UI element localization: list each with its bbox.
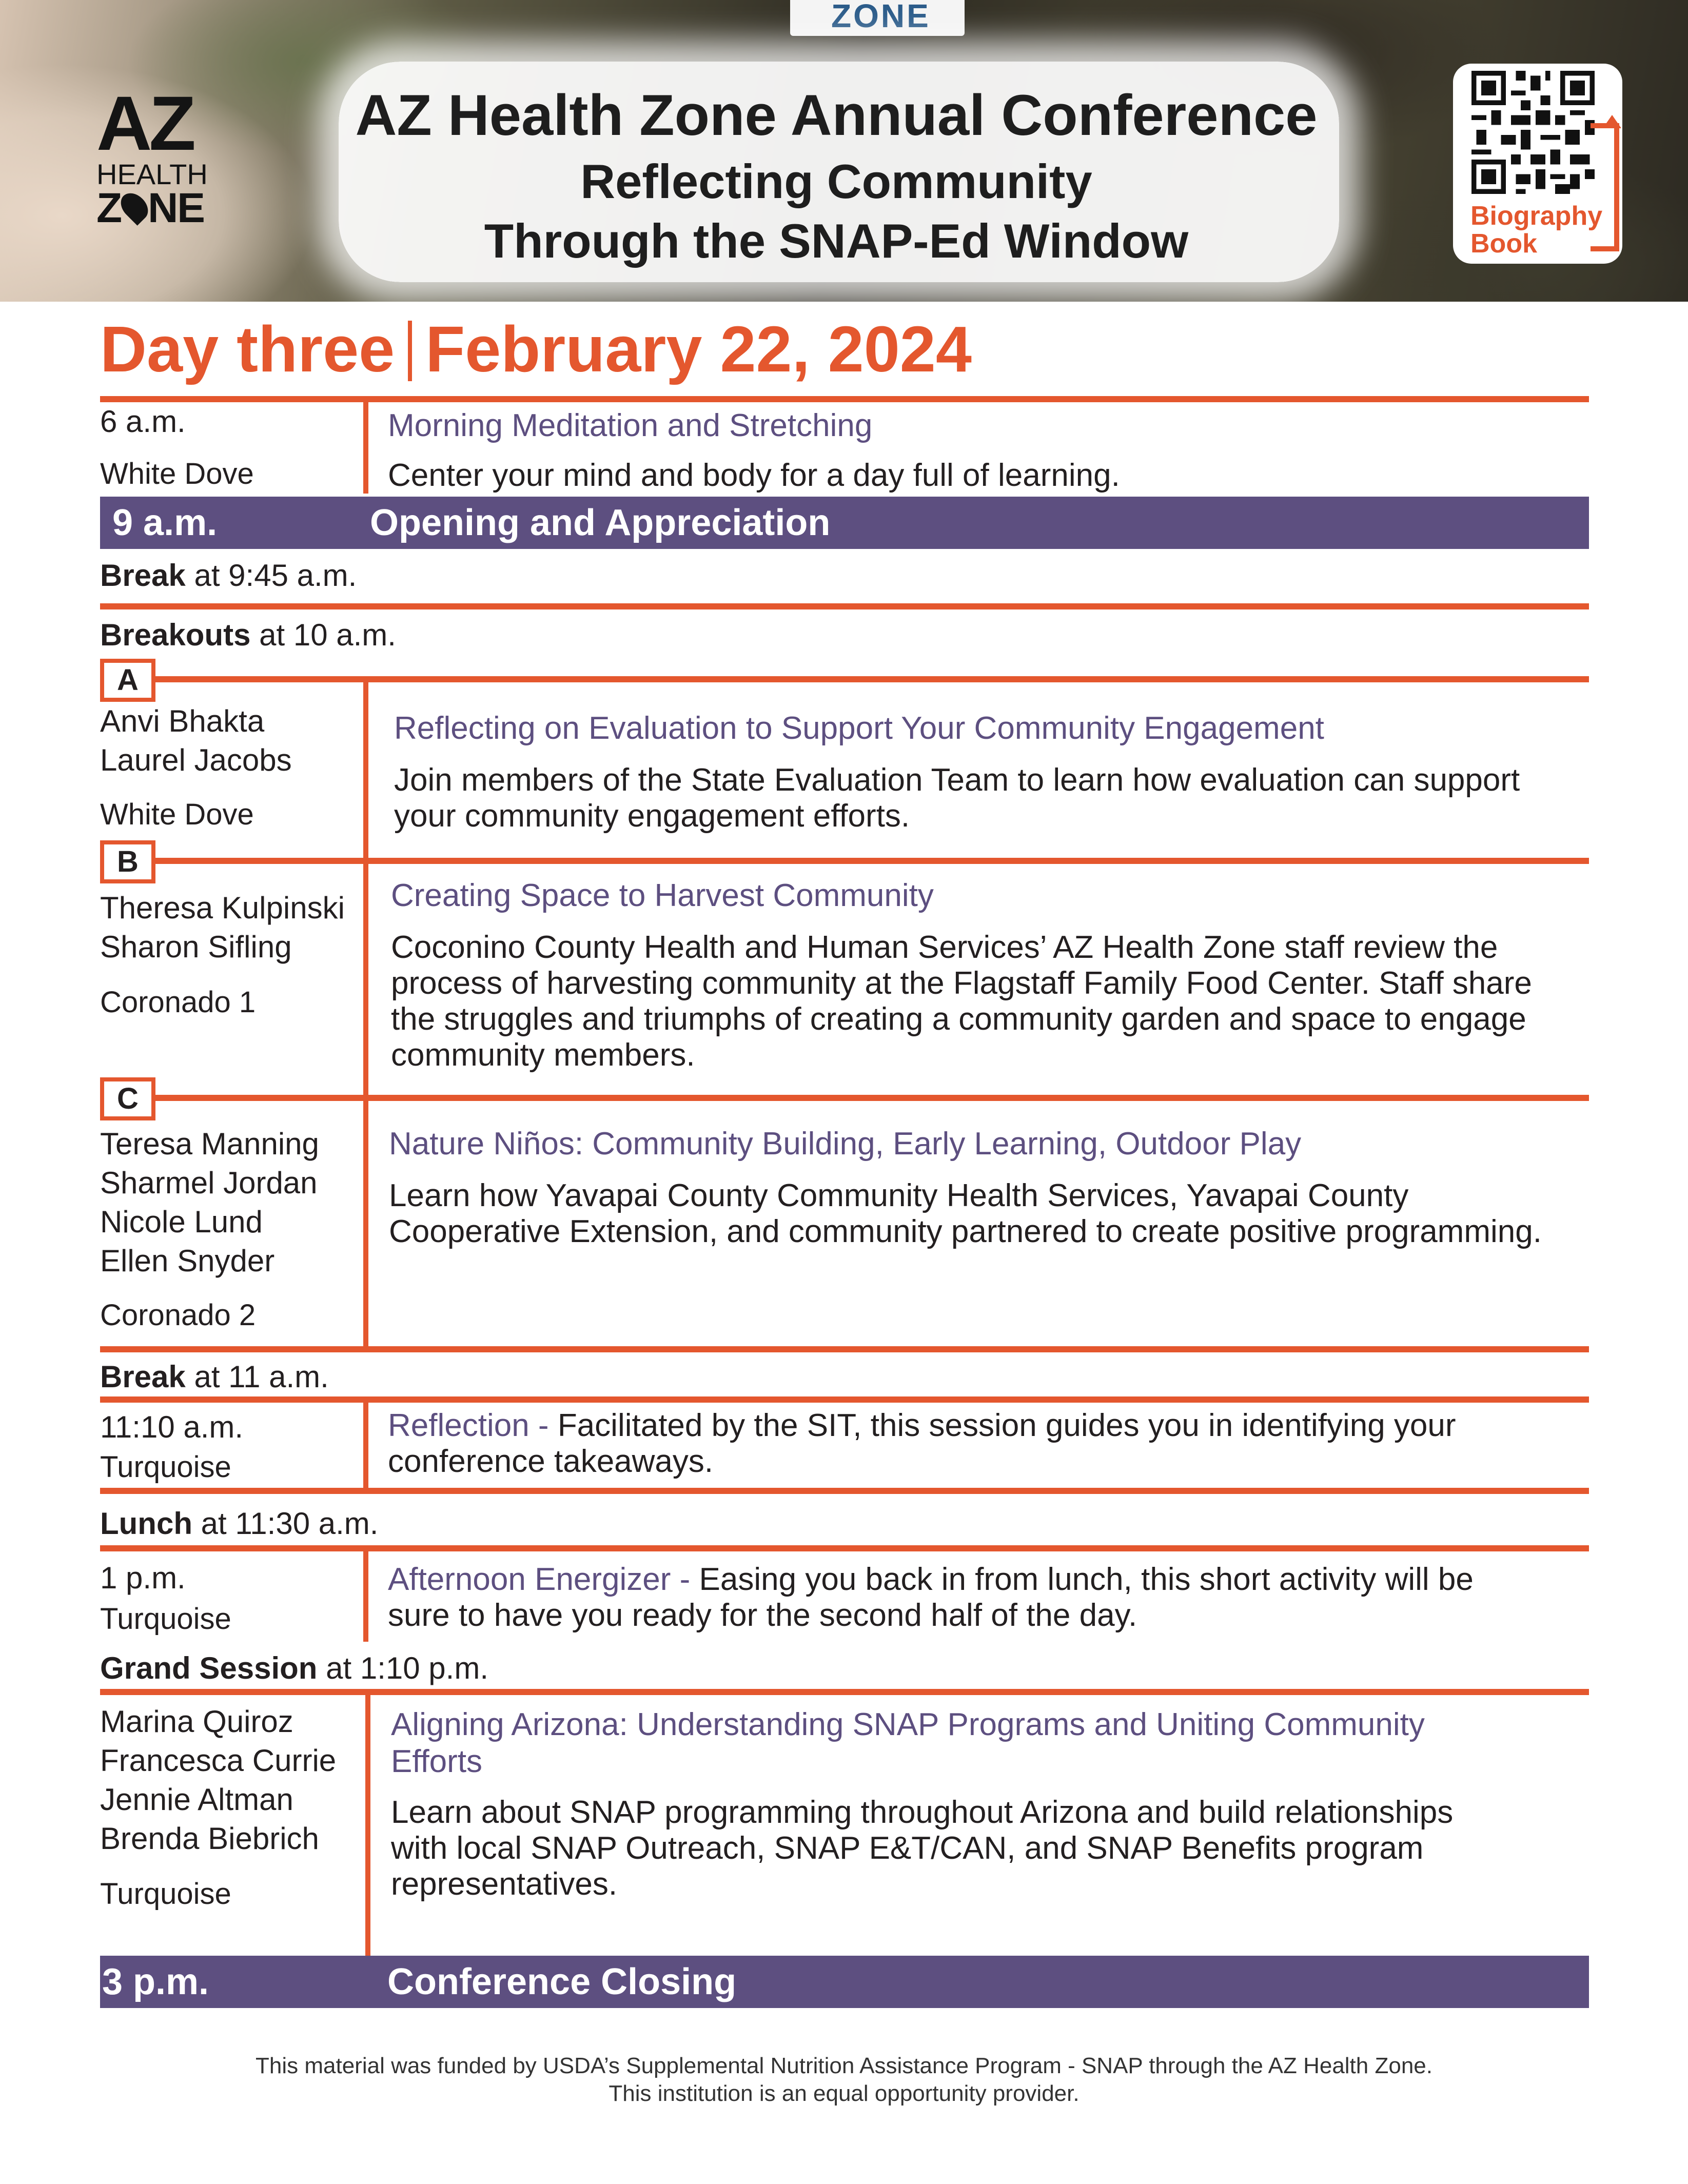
session-c-room: Coronado 2 [100, 1298, 256, 1332]
break-2-label: Break [100, 1360, 186, 1394]
session-c-presenter: Teresa Manning [100, 1127, 319, 1161]
breakouts-heading [100, 617, 396, 654]
session-b-presenter: Theresa Kulpinski [100, 891, 345, 925]
session-b-description-line: the struggles and triumphs of creating a community garden and space to engage [391, 1001, 1526, 1037]
meditation-title: Morning Meditation and Stretching [388, 408, 873, 443]
session-a-badge: A [100, 659, 155, 702]
conference-subtitle-line2: Through the SNAP-Ed Window [484, 214, 1189, 268]
session-b-description [391, 930, 1532, 1073]
closing-title: Conference Closing [387, 1961, 737, 2002]
session-a-presenter: Anvi Bhakta [100, 704, 265, 738]
divider-line [100, 858, 1589, 864]
reflection-description [388, 1408, 1456, 1480]
grand-session-time: at 1:10 p.m. [326, 1651, 488, 1685]
energizer-room: Turquoise [100, 1602, 231, 1636]
grand-session-description [391, 1795, 1453, 1902]
column-divider [365, 1689, 370, 1956]
lunch-label: Lunch [100, 1506, 192, 1541]
session-a-description-line: Join members of the State Evaluation Team to learn how evaluation can support [394, 762, 1520, 798]
reflection-description-line: conference takeaways. [388, 1444, 714, 1479]
closing-time: 3 p.m. [102, 1961, 209, 2002]
meditation-description: Center your mind and body for a day full of learning. [388, 458, 1120, 493]
grand-session-title-line: Aligning Arizona: Understanding SNAP Programs and Uniting Community [391, 1707, 1425, 1742]
reflection-description-line [388, 1408, 1456, 1444]
energizer-description-line [388, 1562, 1474, 1598]
divider-line [100, 1689, 1589, 1695]
background-sign [790, 0, 965, 36]
biography-label-line2: Book [1470, 229, 1537, 259]
biography-book-link[interactable] [1470, 202, 1602, 258]
divider-line [100, 1346, 1589, 1352]
logo-zone [96, 185, 220, 231]
column-divider [363, 1545, 368, 1642]
divider-line [100, 603, 1589, 609]
logo-zone-suffix: NE [148, 185, 205, 231]
break-1-time: at 9:45 a.m. [194, 558, 357, 593]
az-health-zone-logo [96, 80, 220, 231]
title-divider [408, 321, 412, 381]
grand-session-label: Grand Session [100, 1651, 318, 1685]
session-b-presenter: Sharon Sifling [100, 930, 292, 964]
grand-session-title [391, 1706, 1425, 1780]
grand-session-description-line: with local SNAP Outreach, SNAP E&T/CAN, and SNAP Benefits program [391, 1831, 1424, 1866]
session-a-title: Reflecting on Evaluation to Support Your Community Engagement [394, 711, 1324, 746]
logo-zone-prefix: Z [96, 185, 122, 231]
session-b-description-line: Coconino County Health and Human Services’ AZ Health Zone staff review the [391, 930, 1498, 965]
grand-session-description-line: representatives. [391, 1866, 618, 1902]
opening-time: 9 a.m. [112, 502, 218, 543]
logo-health: HEALTH [96, 158, 208, 190]
day-date: February 22, 2024 [425, 313, 972, 385]
background-sign-text: ZONE [831, 0, 931, 34]
session-a-description-line: your community engagement efforts. [394, 798, 910, 834]
energizer-description [388, 1562, 1474, 1634]
grand-session-description-line: Learn about SNAP programming throughout Arizona and build relationships [391, 1795, 1454, 1830]
session-c-presenter: Ellen Snyder [100, 1244, 275, 1278]
session-b-badge: B [100, 840, 155, 883]
session-a-description [394, 762, 1520, 834]
session-c-description-line: Cooperative Extension, and community partnered to create positive programming. [389, 1214, 1542, 1249]
divider-line [100, 1488, 1589, 1494]
session-c-description [389, 1178, 1542, 1250]
day-label: Day three [100, 313, 395, 385]
grand-session-presenter: Brenda Biebrich [100, 1821, 319, 1856]
energizer-description-text: Easing you back in from lunch, this short activity will be [699, 1562, 1474, 1597]
session-c-presenter: Nicole Lund [100, 1205, 263, 1239]
meditation-room: White Dove [100, 457, 254, 490]
session-c-title: Nature Niños: Community Building, Early Learning, Outdoor Play [389, 1126, 1302, 1162]
funding-notice: This material was funded by USDA’s Supplemental Nutrition Assistance Program - SNAP through the AZ Health Zone. [256, 2053, 1432, 2078]
break-2-time: at 11 a.m. [194, 1360, 329, 1394]
reflection-room: Turquoise [100, 1450, 231, 1484]
column-divider [363, 396, 368, 494]
lunch [100, 1505, 378, 1542]
day-heading [100, 311, 972, 388]
biography-label-line1: Biography [1470, 201, 1603, 231]
session-c-description-line: Learn how Yavapai County Community Health Services, Yavapai County [389, 1178, 1409, 1213]
divider-line [100, 676, 1589, 682]
conference-subtitle-line1: Reflecting Community [580, 154, 1092, 208]
session-c-presenter: Sharmel Jordan [100, 1166, 318, 1200]
lunch-time: at 11:30 a.m. [201, 1506, 379, 1541]
break-1 [100, 557, 357, 594]
grand-session-heading [100, 1650, 488, 1687]
energizer-time: 1 p.m. [100, 1561, 186, 1595]
energizer-description-line: sure to have you ready for the second half of the day. [388, 1598, 1137, 1633]
equal-opportunity-notice: This institution is an equal opportunity provider. [609, 2081, 1079, 2106]
divider-line [100, 396, 1589, 402]
grand-session-presenter: Jennie Altman [100, 1782, 293, 1817]
logo-az: AZ [96, 80, 193, 166]
breakouts-time: at 10 a.m. [259, 618, 396, 652]
divider-line [100, 1396, 1589, 1403]
energizer-title: Afternoon Energizer - [388, 1562, 691, 1597]
grand-session-presenter: Francesca Currie [100, 1743, 337, 1778]
session-b-room: Coronado 1 [100, 986, 256, 1019]
grand-session-room: Turquoise [100, 1877, 231, 1911]
column-divider [363, 1396, 368, 1491]
session-a-room: White Dove [100, 798, 254, 831]
divider-line [100, 1545, 1589, 1551]
breakouts-label: Breakouts [100, 618, 251, 652]
session-c-badge: C [100, 1077, 155, 1120]
break-2 [100, 1359, 329, 1395]
reflection-title: Reflection - [388, 1408, 549, 1443]
break-1-label: Break [100, 558, 186, 593]
opening-title: Opening and Appreciation [370, 502, 831, 543]
session-b-title: Creating Space to Harvest Community [391, 878, 934, 913]
grand-session-presenter: Marina Quiroz [100, 1704, 293, 1739]
header-banner [0, 0, 1688, 302]
session-b-description-line: community members. [391, 1037, 695, 1073]
divider-line [100, 1095, 1589, 1101]
grand-session-title-line: Efforts [391, 1744, 483, 1779]
session-a-presenter: Laurel Jacobs [100, 743, 292, 777]
closing-bar [100, 1956, 1589, 2008]
meditation-time: 6 a.m. [100, 404, 186, 439]
reflection-description-text: Facilitated by the SIT, this session guides you in identifying your [557, 1408, 1456, 1443]
opening-bar [100, 497, 1589, 549]
conference-title: AZ Health Zone Annual Conference [355, 83, 1318, 147]
reflection-time: 11:10 a.m. [100, 1410, 244, 1444]
session-b-description-line: process of harvesting community at the Flagstaff Family Food Center. Staff share [391, 966, 1532, 1001]
qr-code-icon[interactable] [1471, 71, 1595, 194]
column-divider [363, 676, 368, 1349]
